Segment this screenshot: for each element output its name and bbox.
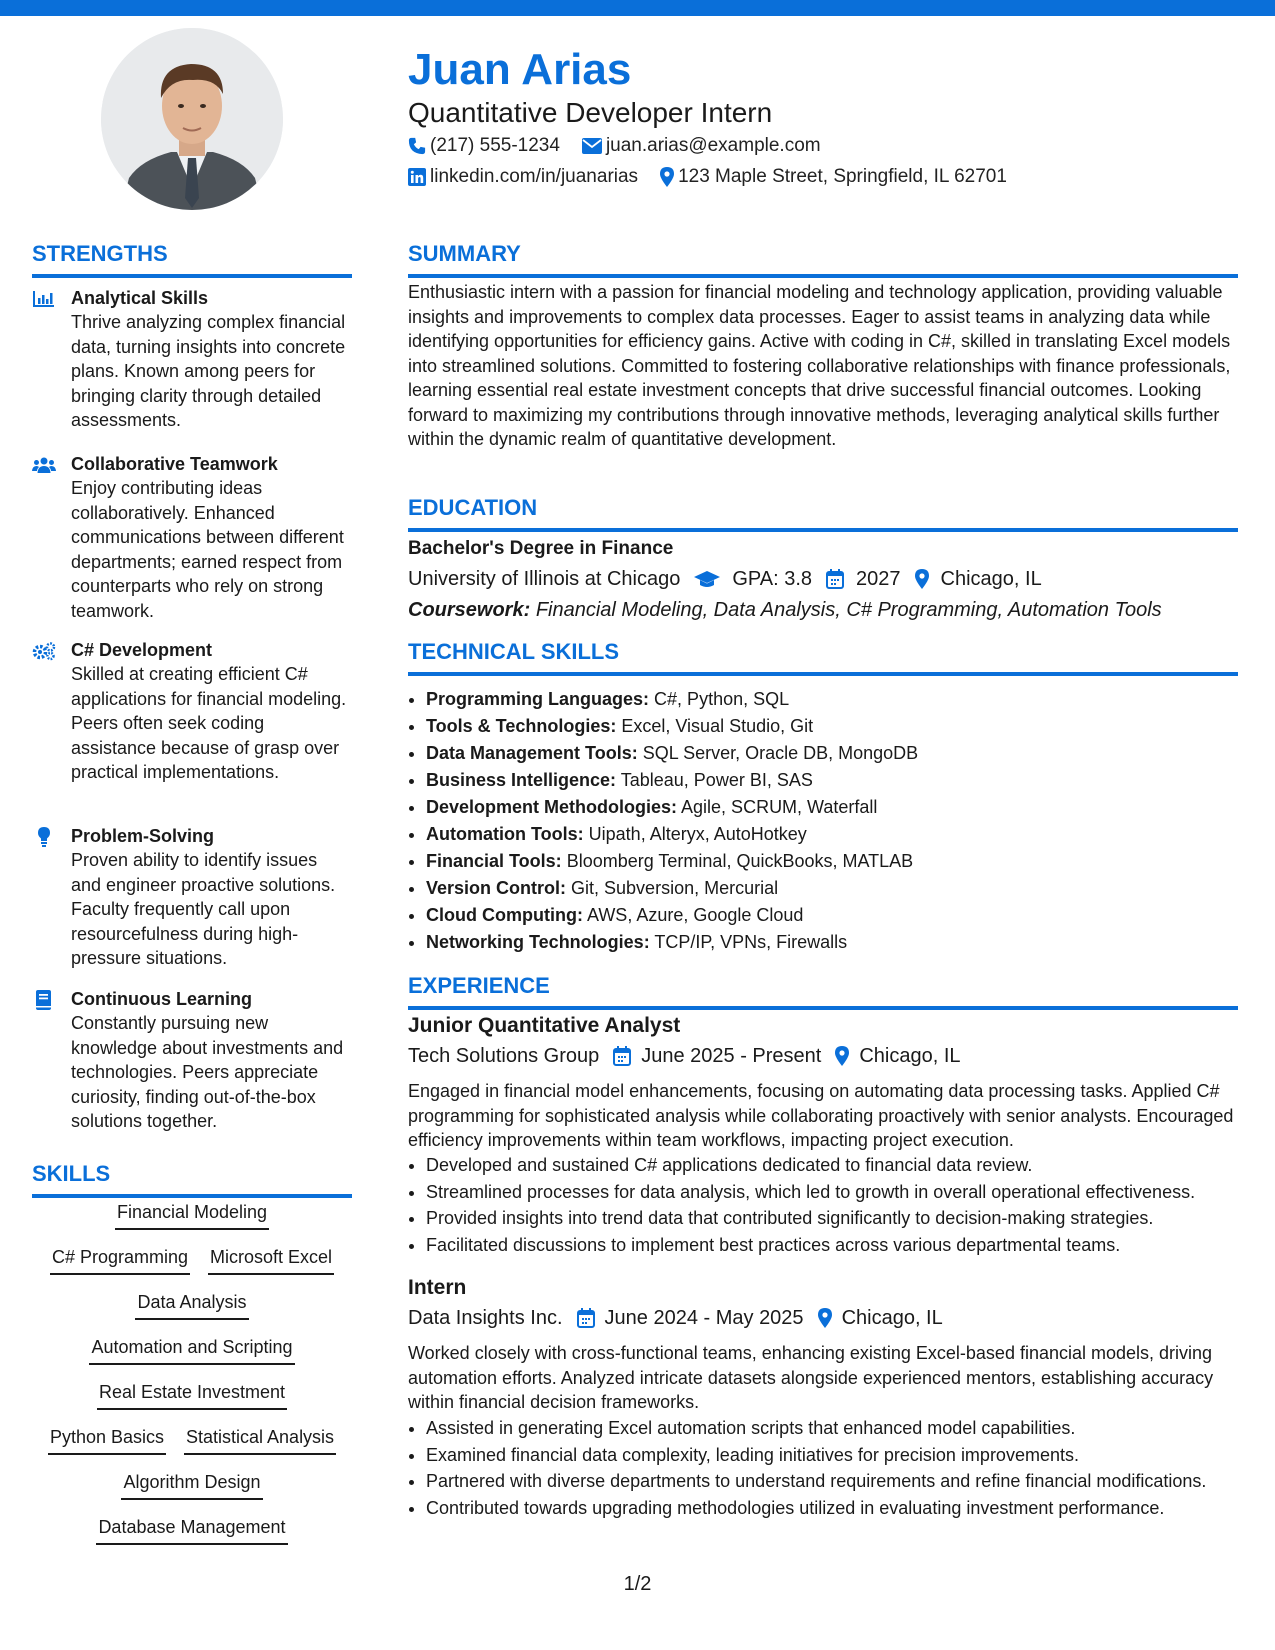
location-item (818, 1305, 943, 1331)
skills-row (32, 1290, 352, 1335)
coursework (408, 597, 1162, 623)
location-item (915, 566, 1042, 592)
tech-label: Automation Tools: (426, 824, 584, 844)
candidate-name: Juan Arias (408, 45, 632, 94)
list-item: • Contributed towards upgrading methodologies utilized in evaluating investment performance. (426, 1496, 1256, 1521)
email-text: juan.arias@example.com (605, 135, 821, 156)
location-item (835, 1043, 960, 1069)
job-description: Engaged in financial model enhancements, focusing on automating data processing tasks. Applied C# programming for sophisticated analysis while collaborating proactively with senior analysts. Encouraged efficiency improvements within team workflows, impacting project execution. (408, 1081, 1234, 1150)
summary-text: Enthusiastic intern with a passion for financial modeling and technology application, providing valuable insights and improvements to complex data processes. Eager to assist teams in analyzing data while identifying opportunities for efficiency gains. Active with coding in C#, skilled in translating Excel models into streamlined solutions. Committed to fostering collaborative relationships with finance professionals, learning essential real estate investment concepts that drive successful financial outcomes. Looking forward to maximizing my contributions through innovative methods, leveraging analytical skills further within the dynamic realm of quantitative development. (408, 282, 1231, 449)
gpa-text: GPA: 3.8 (732, 568, 813, 590)
phone-text: (217) 555-1234 (430, 135, 560, 156)
strength-item (32, 286, 352, 433)
summary-heading: SUMMARY (408, 240, 1238, 278)
job-meta (408, 1305, 957, 1331)
linkedin-icon (408, 168, 426, 186)
list-item (426, 794, 918, 821)
strength-desc: Constantly pursuing new knowledge about investments and technologies. Peers appreciate curiosity, finding out-of-the-box solutions together. (71, 1013, 344, 1131)
tech-label: Data Management Tools: (426, 743, 638, 763)
experience-heading: EXPERIENCE (408, 972, 1238, 1010)
dates-item (577, 1305, 804, 1331)
job-location: Chicago, IL (859, 1045, 961, 1067)
company-item (408, 1305, 563, 1331)
skill-tag: Automation and Scripting (89, 1335, 294, 1365)
technical-skills-heading: TECHNICAL SKILLS (408, 638, 1238, 676)
tech-label: Tools & Technologies: (426, 716, 617, 736)
address-item (660, 165, 1007, 189)
skills-row (32, 1380, 352, 1425)
tech-label: Financial Tools: (426, 851, 562, 871)
tech-label: Development Methodologies: (426, 797, 678, 817)
coursework-list: Financial Modeling, Data Analysis, C# Programming, Automation Tools (535, 599, 1162, 621)
graduation-cap-icon (694, 569, 720, 589)
tech-value: TCP/IP, VPNs, Firewalls (654, 932, 848, 952)
strength-title: Analytical Skills (71, 288, 209, 308)
job-dates: June 2024 - May 2025 (604, 1307, 804, 1329)
skills-row (32, 1245, 352, 1290)
envelope-icon (582, 138, 602, 154)
tech-value: Git, Subversion, Mercurial (571, 878, 779, 898)
skill-tag: Real Estate Investment (97, 1380, 287, 1410)
skill-tag: Statistical Analysis (184, 1425, 336, 1455)
job-meta (408, 1043, 975, 1069)
phone-item (408, 134, 560, 158)
grad-year: 2027 (856, 568, 901, 590)
tech-label: Cloud Computing: (426, 905, 583, 925)
tech-value: Agile, SCRUM, Waterfall (681, 797, 878, 817)
tech-value: Tableau, Power BI, SAS (620, 770, 813, 790)
technical-skills-list (408, 686, 918, 956)
list-item (426, 713, 918, 740)
skill-tag: C# Programming (50, 1245, 190, 1275)
tech-value: Uipath, Alteryx, AutoHotkey (588, 824, 807, 844)
job-bullets (408, 1416, 1256, 1522)
skills-row (32, 1335, 352, 1380)
strength-item (32, 638, 352, 785)
tech-value: SQL Server, Oracle DB, MongoDB (642, 743, 919, 763)
gpa-item (694, 566, 812, 592)
degree-title: Bachelor's Degree in Finance (408, 538, 674, 559)
phone-icon (408, 137, 426, 155)
list-item (426, 821, 918, 848)
map-pin-icon (818, 1308, 832, 1328)
calendar-icon (577, 1308, 595, 1328)
bar-chart-icon (32, 289, 56, 309)
dates-item (613, 1043, 821, 1069)
top-accent-bar (0, 0, 1275, 16)
tech-label: Programming Languages: (426, 689, 650, 709)
skill-tag: Financial Modeling (115, 1200, 269, 1230)
skills-row (32, 1425, 352, 1470)
skill-tag: Python Basics (48, 1425, 166, 1455)
page-number: 1/2 (623, 1573, 652, 1595)
lightbulb-icon (32, 827, 56, 847)
skill-tag: Data Analysis (135, 1290, 248, 1320)
company-item (408, 1043, 599, 1069)
strength-title: Problem-Solving (71, 826, 215, 846)
strength-item (32, 824, 352, 971)
list-item (426, 875, 918, 902)
job-bullets (408, 1153, 1256, 1259)
coursework-label: Coursework: (408, 599, 531, 621)
tech-label: Business Intelligence: (426, 770, 617, 790)
school-name: University of Illinois at Chicago (408, 568, 681, 590)
list-item: • Provided insights into trend data that contributed significantly to decision-making strategies. (426, 1206, 1256, 1231)
tech-label: Networking Technologies: (426, 932, 650, 952)
calendar-icon (826, 569, 844, 589)
profile-photo (101, 28, 283, 210)
school-item (408, 566, 680, 592)
strength-desc: Proven ability to identify issues and engineer proactive solutions. Faculty frequently call upon resourcefulness during high-pressure situations. (71, 850, 336, 968)
users-icon (32, 455, 56, 475)
linkedin-text: linkedin.com/in/juanarias (430, 166, 639, 187)
contact-row-2 (408, 165, 1029, 189)
tech-value: Bloomberg Terminal, QuickBooks, MATLAB (566, 851, 914, 871)
list-item: • Facilitated discussions to implement best practices across various departmental teams. (426, 1233, 1256, 1258)
strength-title: Collaborative Teamwork (71, 454, 278, 474)
calendar-icon (613, 1046, 631, 1066)
strength-desc: Enjoy contributing ideas collaboratively. Enhanced communications between different departments; earned respect from counterparts who rely on strong teamwork. (71, 478, 344, 621)
education-heading: EDUCATION (408, 494, 1238, 532)
strength-item (32, 987, 352, 1134)
skill-tag: Algorithm Design (121, 1470, 262, 1500)
job-dates: June 2025 - Present (641, 1045, 822, 1067)
linkedin-item[interactable] (408, 165, 638, 189)
map-pin-icon (835, 1046, 849, 1066)
strength-desc: Skilled at creating efficient C# applications for financial modeling. Peers often seek coding assistance because of grasp over practical implementations. (71, 664, 347, 782)
list-item: • Developed and sustained C# applications dedicated to financial data review. (426, 1153, 1256, 1178)
gears-icon (32, 641, 56, 661)
job-location: Chicago, IL (841, 1307, 943, 1329)
school-location: Chicago, IL (940, 568, 1042, 590)
job-title: Junior Quantitative Analyst (408, 1014, 681, 1037)
list-item (426, 686, 918, 713)
tech-value: AWS, Azure, Google Cloud (586, 905, 804, 925)
year-item (826, 566, 901, 592)
skills-row (32, 1515, 352, 1560)
address-text: 123 Maple Street, Springfield, IL 62701 (678, 166, 1007, 187)
skills-row (32, 1470, 352, 1515)
list-item: • Streamlined processes for data analysis, which led to growth in overall operational effectiveness. (426, 1180, 1256, 1205)
strength-title: Continuous Learning (71, 989, 252, 1009)
strength-item (32, 452, 352, 623)
company-name: Data Insights Inc. (408, 1307, 563, 1329)
skills-list (32, 1200, 352, 1560)
list-item: • Examined financial data complexity, leading initiatives for precision improvements. (426, 1443, 1256, 1468)
skills-heading: SKILLS (32, 1160, 352, 1198)
map-pin-icon (915, 569, 929, 589)
education-details (408, 566, 1056, 592)
email-item[interactable] (582, 134, 821, 158)
skills-row (32, 1200, 352, 1245)
tech-value: Excel, Visual Studio, Git (621, 716, 814, 736)
list-item (426, 929, 918, 956)
list-item (426, 902, 918, 929)
list-item: • Assisted in generating Excel automation scripts that enhanced model capabilities. (426, 1416, 1256, 1441)
tech-value: C#, Python, SQL (654, 689, 790, 709)
list-item (426, 848, 918, 875)
skill-tag: Microsoft Excel (208, 1245, 334, 1275)
contact-row-1 (408, 134, 843, 158)
job-description: Worked closely with cross-functional teams, enhancing existing Excel-based financial models, driving automation efforts. Analyzed intricate datasets alongside experienced mentors, establishing accuracy within financial decision frameworks. (408, 1343, 1214, 1412)
list-item: • Partnered with diverse departments to understand requirements and refine financial modifications. (426, 1469, 1256, 1494)
list-item (426, 740, 918, 767)
company-name: Tech Solutions Group (408, 1045, 600, 1067)
tech-label: Version Control: (426, 878, 567, 898)
map-pin-icon (660, 167, 674, 187)
job-title: Intern (408, 1276, 467, 1299)
candidate-role: Quantitative Developer Intern (408, 97, 773, 128)
list-item (426, 767, 918, 794)
skill-tag: Database Management (96, 1515, 287, 1545)
book-icon (32, 990, 56, 1010)
strength-desc: Thrive analyzing complex financial data, turning insights into concrete plans. Known among peers for bringing clarity through detailed assessments. (71, 312, 346, 430)
strengths-heading: STRENGTHS (32, 240, 352, 278)
strength-title: C# Development (71, 640, 213, 660)
